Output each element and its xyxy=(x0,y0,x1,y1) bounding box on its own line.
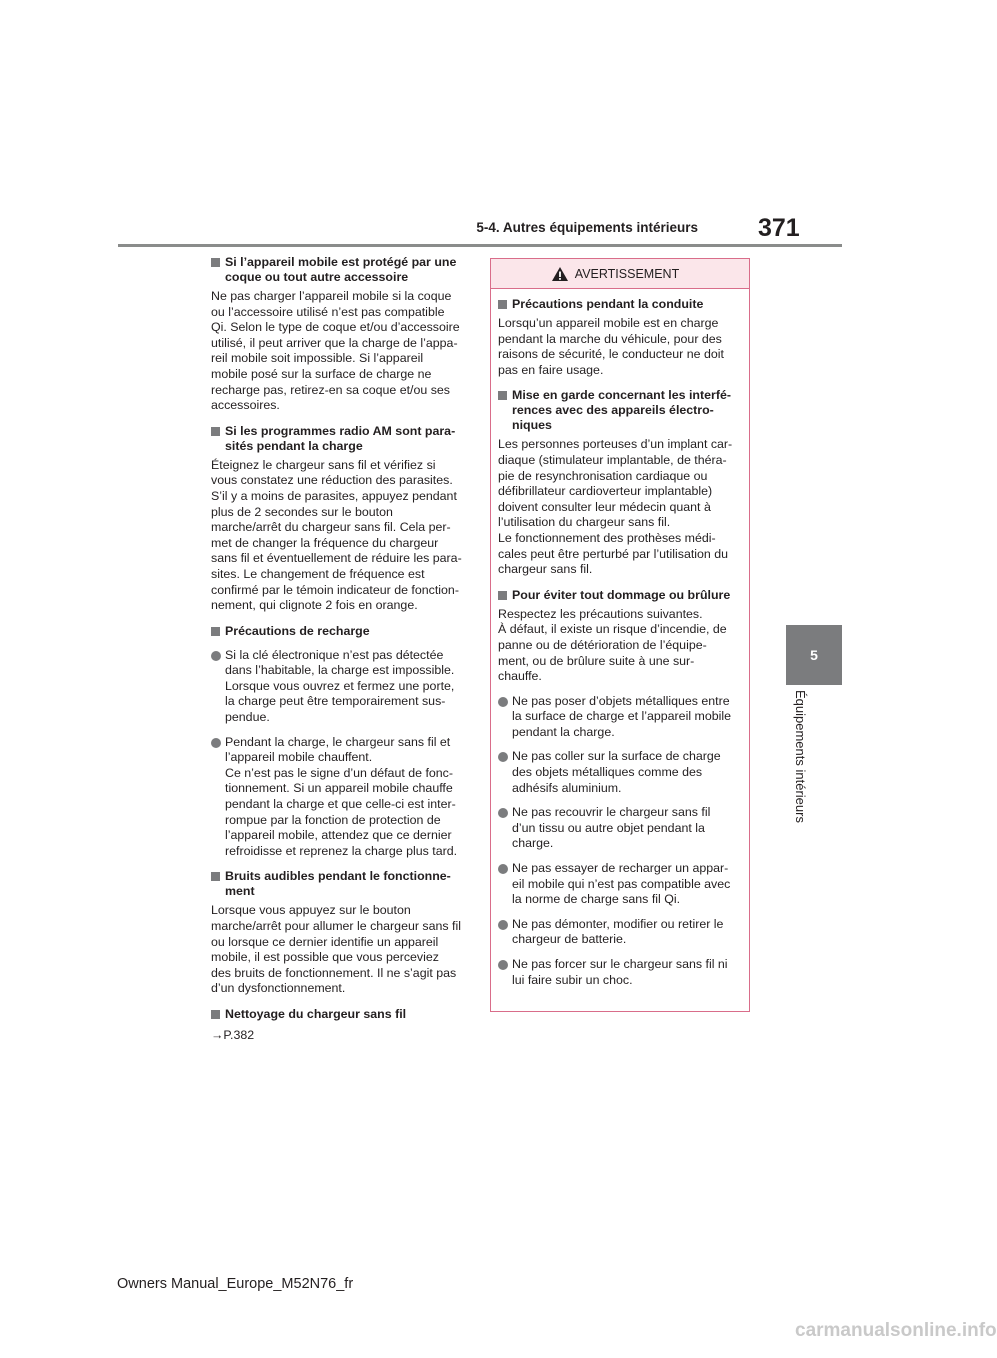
section-heading xyxy=(211,255,467,285)
round-bullet-icon xyxy=(498,752,508,762)
section-heading xyxy=(211,624,467,639)
bullet-item xyxy=(498,861,741,908)
footer-doc-name: Owners Manual_Europe_M52N76_fr xyxy=(117,1276,354,1292)
heading-text: Si les programmes radio AM sont para- sités pendant la charge xyxy=(225,423,456,453)
paragraph: Éteignez le chargeur sans fil et vérifiez si vous constatez une réduction des parasites. S’il y a moins de parasites, appuyez pendant plus de 2 secondes sur le bouton marche/arrêt du chargeur sans fil. Cela per- met de changer la fréquence du chargeur sans fil et éventuellement de réduire les para- sites. Le changement de fréquence est confirmé par le témoin indicateur de fonction- nement, qui clignote 2 fois en orange. xyxy=(211,457,462,613)
bullet-item xyxy=(498,917,741,948)
page-number: 371 xyxy=(758,214,800,242)
paragraph: Lorsque vous appuyez sur le bouton marche/arrêt pour allumer le chargeur sans fil ou lorsque ce dernier identifie un appareil mobile, il est possible que vous perceviez des bruits de fonctionnement. Il ne s’agit pas d’un dysfonctionnement. xyxy=(211,903,461,996)
heading-text: Mise en garde concernant les interfé- rences avec des appareils électro- niques xyxy=(512,388,731,433)
warning-box xyxy=(490,258,750,1012)
bullet-text: Ne pas essayer de recharger un appar- eil mobile qui n’est pas compatible avec la norme de charge sans fil Qi. xyxy=(512,861,731,907)
section-heading xyxy=(211,424,467,454)
round-bullet-icon xyxy=(211,651,221,661)
paragraph: Respectez les précautions suivantes. À défaut, il existe un risque d’incendie, de panne ou de détérioration de l’équipe- ment, ou de brûlure suite à une sur- chauffe. xyxy=(498,606,727,684)
bullet-item xyxy=(498,694,741,741)
section-title: 5-4. Autres équipements intérieurs xyxy=(476,220,698,235)
section-heading xyxy=(211,869,467,899)
heading-text: Précautions pendant la conduite xyxy=(512,297,704,311)
bullet-item xyxy=(498,749,741,796)
bullet-item xyxy=(211,648,467,726)
round-bullet-icon xyxy=(498,697,508,707)
bullet-item xyxy=(211,735,467,860)
section-heading xyxy=(211,1007,467,1022)
bullet-text: Pendant la charge, le chargeur sans fil et l’appareil mobile chauffent. Ce n’est pas le signe d’un défaut de fonc- tionnement. Si un appareil mobile chauffe pendant la charge et que celle-ci est inter- rompue par la fonction de protection de l’appareil mobile, attendez que ce dernier refroidisse et reprenez la charge plus tard. xyxy=(225,734,458,858)
round-bullet-icon xyxy=(498,864,508,874)
bullet-item xyxy=(498,957,741,988)
warning-heading xyxy=(498,297,741,312)
round-bullet-icon xyxy=(498,808,508,818)
left-column xyxy=(211,255,467,1043)
bullet-text: Ne pas recouvrir le chargeur sans fil d’un tissu ou autre objet pendant la charge. xyxy=(512,805,711,851)
warning-header xyxy=(491,259,749,289)
warning-triangle-icon xyxy=(551,266,569,282)
round-bullet-icon xyxy=(498,960,508,970)
warning-title: AVERTISSEMENT xyxy=(574,266,680,281)
square-bullet-icon xyxy=(211,872,220,881)
heading-text: Nettoyage du chargeur sans fil xyxy=(225,1006,407,1021)
watermark: carmanualsonline.info xyxy=(795,1320,997,1341)
heading-text: Si l’appareil mobile est protégé par une coque ou tout autre accessoire xyxy=(225,255,457,284)
bullet-text: Ne pas coller sur la surface de charge des objets métalliques comme des adhésifs aluminium. xyxy=(512,749,721,795)
bullet-text: Ne pas poser d’objets métalliques entre la surface de charge et l’appareil mobile pendant la charge. xyxy=(512,693,732,739)
bullet-text: Si la clé électronique n’est pas détectée dans l’habitable, la charge est impossible. Lorsque vous ouvrez et fermez une porte, la charge peut être temporairement sus- pendue. xyxy=(225,647,455,725)
round-bullet-icon xyxy=(211,738,221,748)
heading-text: Pour éviter tout dommage ou brûlure xyxy=(512,587,731,602)
page-reference-link[interactable]: →P.382 xyxy=(211,1027,255,1042)
paragraph: Les personnes porteuses d’un implant car- diaque (stimulateur implantable, de théra- pie de resynchronisation cardiaque ou défibrillateur cardioverteur implantable) doivent consulter leur médecin quant à l’utilisation du chargeur sans fil. Le fonctionnement des prothèses médi- cales peut être perturbé par l’utilisation du chargeur sans fil. xyxy=(498,437,733,577)
square-bullet-icon xyxy=(211,427,220,436)
square-bullet-icon xyxy=(211,627,220,636)
paragraph: Ne pas charger l’appareil mobile si la coque ou l’accessoire utilisé n’est pas compatible Qi. Selon le type de coque et/ou d’accessoire utilisé, il peut arriver que la charge de l’appa- reil mobile soit impossible. Si l’appareil mobile posé sur la surface de charge ne recharge pas, retirez-en sa coque et/ou ses accessoires. xyxy=(211,289,460,413)
chapter-number: 5 xyxy=(810,647,818,663)
square-bullet-icon xyxy=(211,1010,220,1019)
heading-text: Bruits audibles pendant le fonctionne- ment xyxy=(225,869,451,899)
square-bullet-icon xyxy=(498,391,507,400)
square-bullet-icon xyxy=(498,591,507,600)
square-bullet-icon xyxy=(211,258,220,267)
bullet-text: Ne pas forcer sur le chargeur sans fil ni lui faire subir un choc. xyxy=(512,957,728,987)
warning-heading xyxy=(498,388,741,433)
bullet-item xyxy=(498,805,741,852)
paragraph: Lorsqu’un appareil mobile est en charge pendant la marche du véhicule, pour des raisons de sécurité, le conducteur ne doit pas en faire usage. xyxy=(498,316,724,377)
header-rule xyxy=(118,244,842,247)
chapter-label: Équipements intérieurs xyxy=(793,690,808,823)
square-bullet-icon xyxy=(498,300,507,309)
chapter-tab xyxy=(786,625,842,685)
heading-text: Précautions de recharge xyxy=(225,623,370,638)
round-bullet-icon xyxy=(498,920,508,930)
warning-body xyxy=(491,289,749,988)
warning-heading xyxy=(498,588,741,603)
bullet-text: Ne pas démonter, modifier ou retirer le chargeur de batterie. xyxy=(512,916,724,947)
